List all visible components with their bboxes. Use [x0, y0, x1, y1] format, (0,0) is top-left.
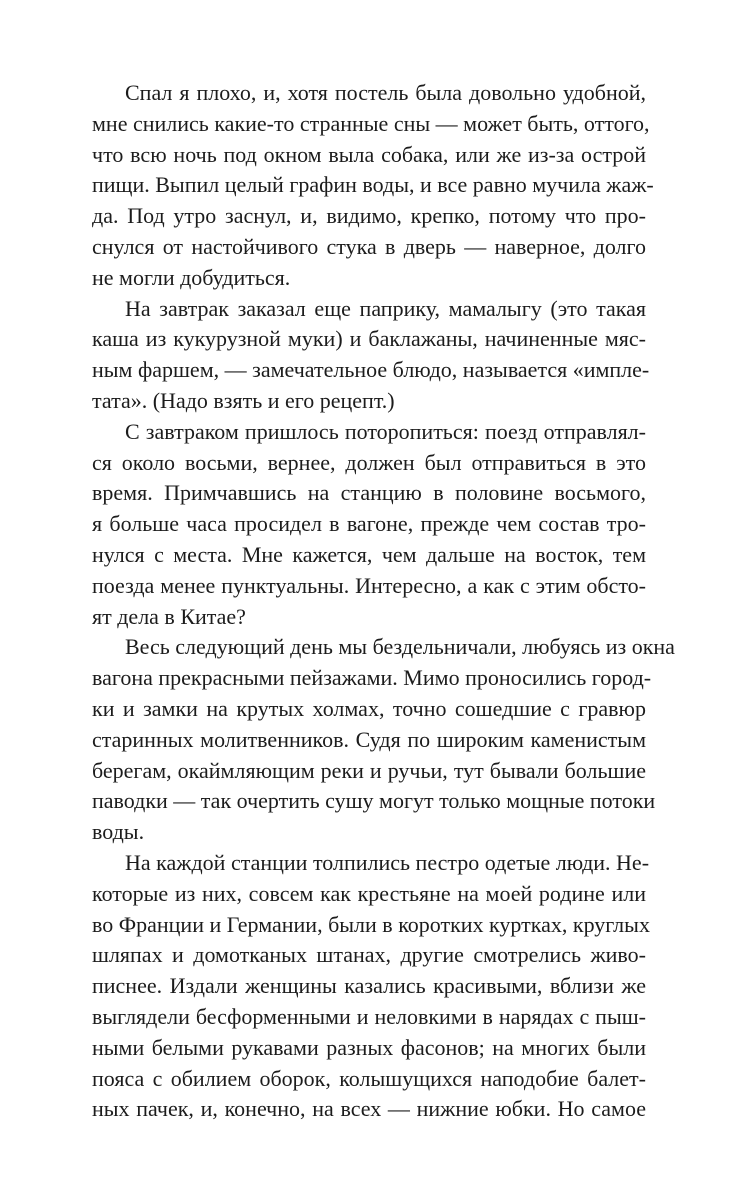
text-line: я больше часа просидел в вагоне, прежде чем состав тро- — [92, 511, 646, 537]
text-line: да. Под утро заснул, и, видимо, крепко, потому что про- — [92, 203, 646, 229]
text-line: пояса с обилием оборок, колышущихся наподобие балет- — [92, 1065, 646, 1091]
text-line: шляпах и домотканых штанах, другие смотрелись живо- — [92, 942, 646, 968]
text-line: нулся с места. Мне кажется, чем дальше на восток, тем — [92, 541, 646, 567]
text-line: вагона прекрасными пейзажами. Мимо проносились город- — [92, 665, 652, 691]
text-line: Весь следующий день мы бездельничали, любуясь из окна — [125, 634, 675, 660]
text-line: паводки — так очертить сушу могут только мощные потоки — [92, 788, 656, 814]
paragraph — [92, 78, 654, 294]
text-line: пищи. Выпил целый графин воды, и все равно мучила жаж- — [92, 172, 654, 198]
text-line: ными белыми рукавами разных фасонов; на многих были — [92, 1034, 646, 1060]
text-line: которые из них, совсем как крестьяне на моей родине или — [92, 880, 646, 906]
text-line: снулся от настойчивого стука в дверь — наверное, долго — [92, 233, 646, 259]
text-line: ных пачек, и, конечно, на всех — нижние юбки. Но самое — [92, 1096, 646, 1122]
text-line: мне снились какие-то странные сны — может быть, оттого, — [92, 110, 650, 136]
text-line: что всю ночь под окном выла собака, или же из-за острой — [92, 141, 646, 167]
text-line: каша из кукурузной муки) и баклажаны, начиненные мяс- — [92, 326, 646, 352]
text-line: ки и замки на крутых холмах, точно сошедшие с гравюр — [92, 695, 646, 721]
text-line: тата». (Надо взять и его рецепт.) — [92, 387, 395, 413]
text-line: во Франции и Германии, были в коротких куртках, круглых — [92, 911, 650, 937]
paragraph — [92, 417, 646, 633]
text-line: ным фаршем, — замечательное блюдо, называется «импле- — [92, 357, 650, 383]
text-line: воды. — [92, 819, 145, 845]
paragraph — [92, 632, 675, 848]
paragraph — [92, 848, 650, 1125]
text-line: не могли добудиться. — [92, 264, 291, 290]
text-line: Спал я плохо, и, хотя постель была довольно удобной, — [125, 80, 646, 105]
text-line: старинных молитвенников. Судя по широким каменистым — [92, 726, 646, 752]
text-line: писнее. Издали женщины казались красивыми, вблизи же — [92, 973, 646, 999]
text-line: поезда менее пунктуальны. Интересно, а как с этим обсто- — [92, 572, 646, 598]
text-line: время. Примчавшись на станцию в половине восьмого, — [92, 480, 646, 506]
text-line: На завтрак заказал еще паприку, мамалыгу (это такая — [125, 295, 646, 321]
paragraph — [92, 294, 650, 417]
text-line: На каждой станции толпились пестро одетые люди. Не- — [125, 849, 650, 875]
text-line: выглядели бесформенными и неловкими в нарядах с пыш- — [92, 1003, 646, 1029]
text-line: берегам, окаймляющим реки и ручьи, тут бывали большие — [92, 757, 646, 783]
text-line: ся около восьми, вернее, должен был отправиться в это — [92, 449, 646, 475]
text-line: С завтраком пришлось поторопиться: поезд отправлял- — [125, 418, 646, 444]
book-page — [92, 78, 675, 1125]
text-line: ят дела в Китае? — [92, 603, 246, 629]
